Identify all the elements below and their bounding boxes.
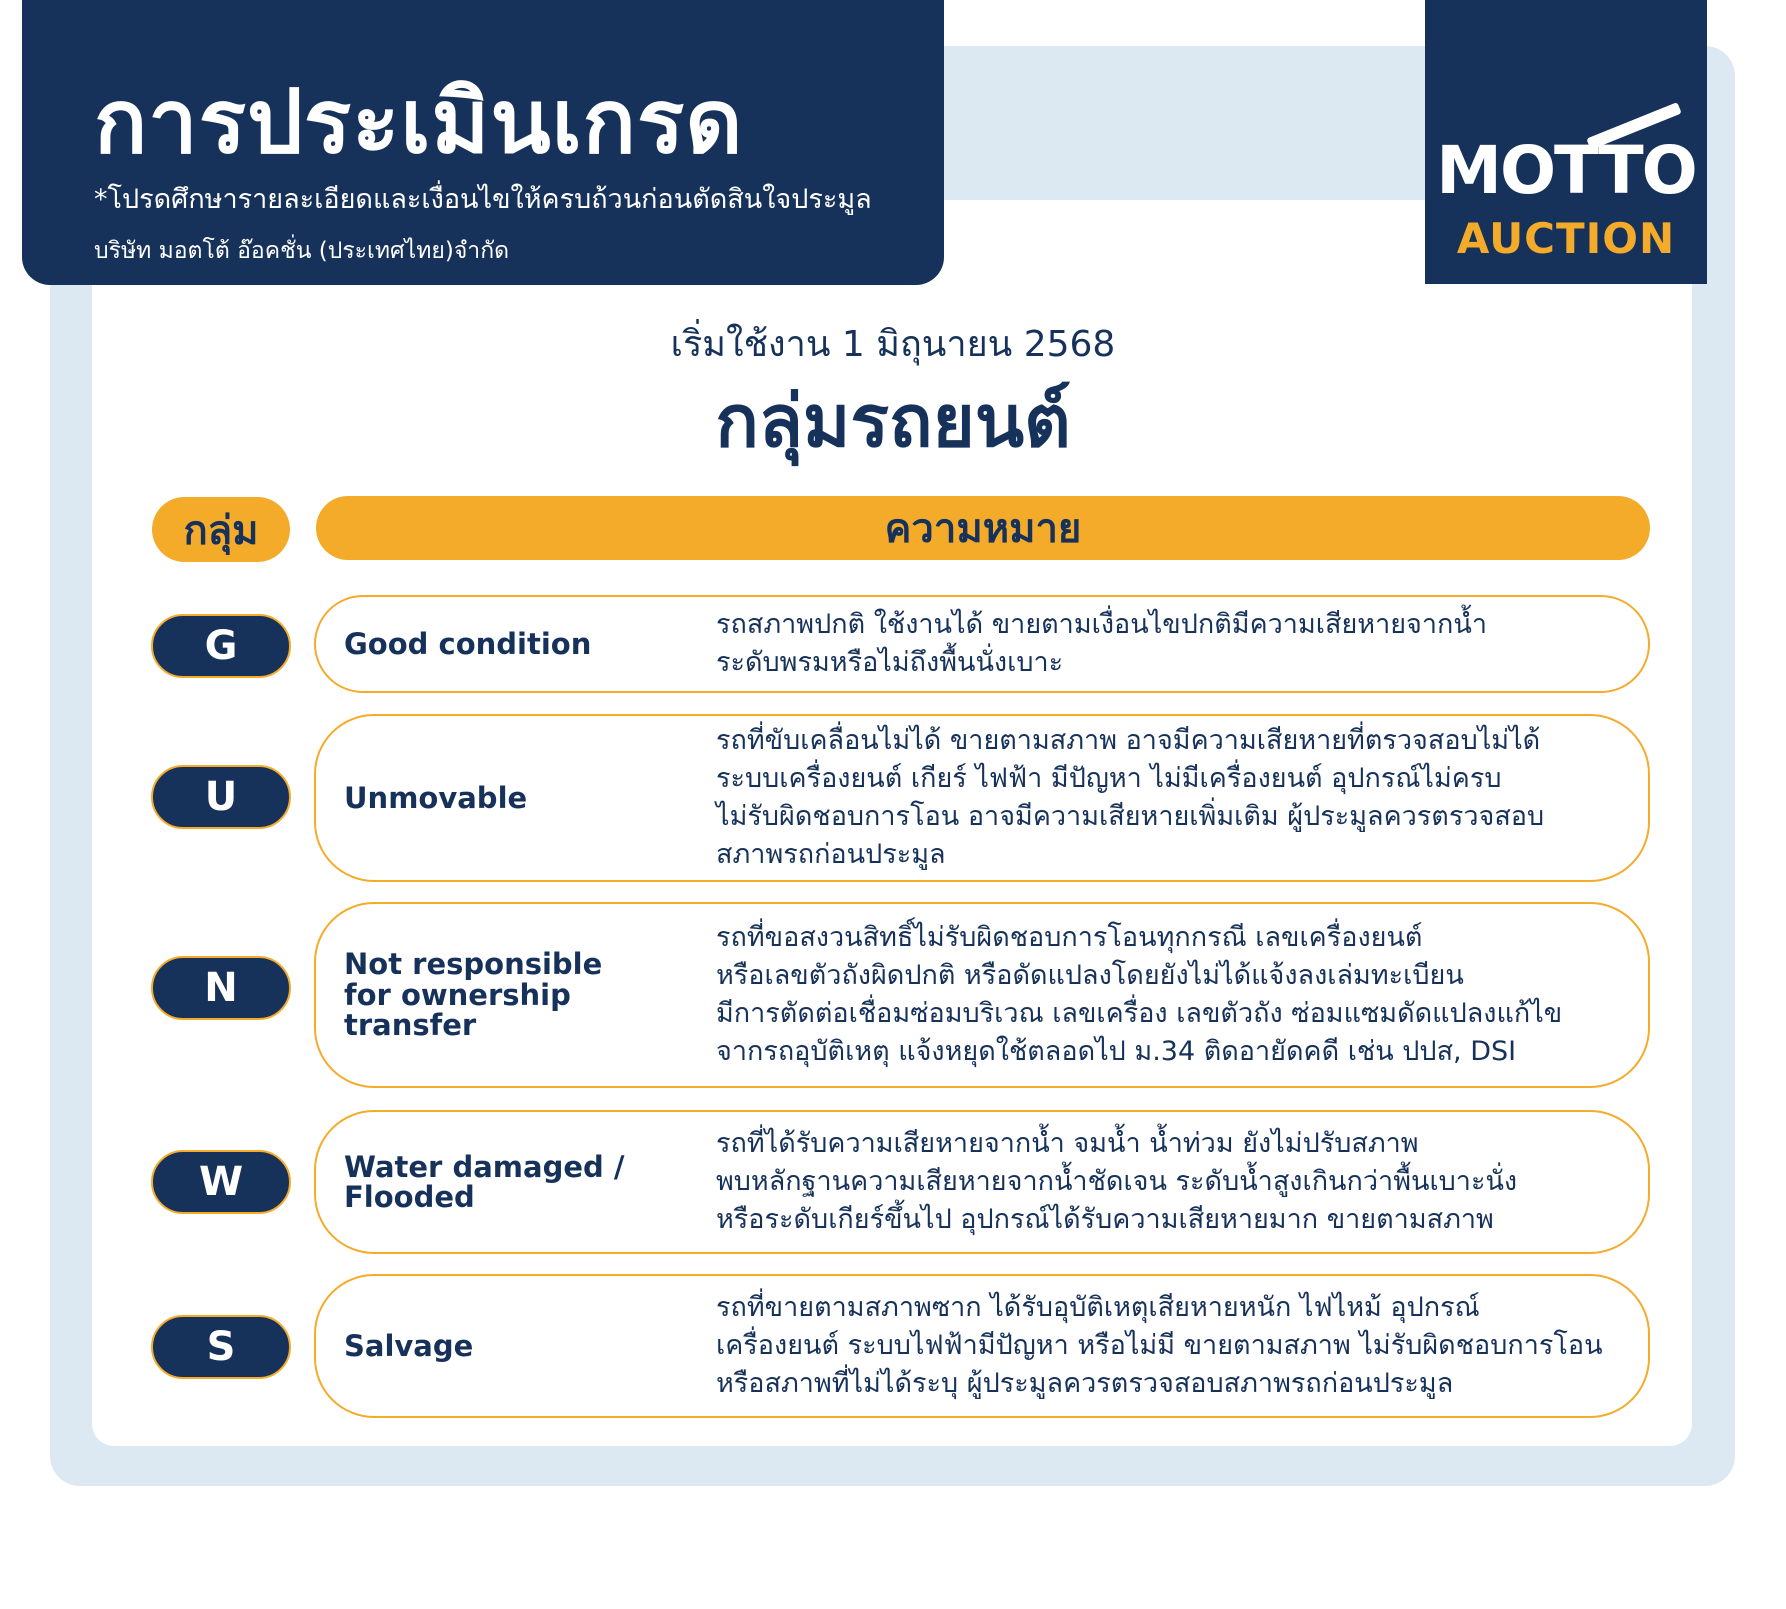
description-line: ไม่รับผิดชอบการโอน อาจมีความเสียหายเพิ่มเติม ผู้ประมูลควรตรวจสอบ: [716, 801, 1545, 832]
grade-description: [716, 597, 1636, 691]
group-title: กลุ่มรถยนต์: [715, 379, 1071, 463]
grade-badge-u: U: [151, 765, 291, 829]
grade-badge-s: S: [151, 1315, 291, 1379]
grade-description: [716, 1276, 1636, 1416]
description-line: จากรถอุบัติเหตุ แจ้งหยุดใช้ตลอดไป ม.34 ติดอายัดคดี เช่น ปปส, DSI: [716, 1036, 1517, 1067]
description-line: รถที่ขอสงวนสิทธิ์ไม่รับผิดชอบการโอนทุกกรณี เลขเครื่องยนต์: [716, 922, 1423, 953]
title-banner: [22, 0, 944, 285]
description-line: มีการตัดต่อเชื่อมซ่อมบริเวณ เลขเครื่อง เลขตัวถัง ซ่อมแซมดัดแปลงแก้ไข: [716, 998, 1563, 1029]
grade-label: Salvage: [344, 1328, 474, 1363]
page-title: การประเมินเกรด: [94, 70, 744, 173]
column-header-group: กลุ่ม: [152, 497, 290, 562]
description-line: พบหลักฐานความเสียหายจากน้ำชัดเจน ระดับน้ำสูงเกินกว่าพื้นเบาะนั่ง: [716, 1166, 1518, 1197]
description-line: รถสภาพปกติ ใช้งานได้ ขายตามเงื่อนไขปกติมีความเสียหายจากน้ำ: [716, 609, 1488, 640]
grade-row-s: [314, 1274, 1650, 1418]
grade-row-n: [314, 902, 1650, 1088]
column-header-meaning: ความหมาย: [316, 496, 1650, 560]
description-line: สภาพรถก่อนประมูล: [716, 839, 946, 870]
description-line: เครื่องยนต์ ระบบไฟฟ้ามีปัญหา หรือไม่มี ขายตามสภาพ ไม่รับผิดชอบการโอน: [716, 1330, 1603, 1361]
grade-description: [716, 1112, 1636, 1252]
logo-wordmark-top: MOTTO: [1436, 132, 1696, 209]
description-line: ระบบเครื่องยนต์ เกียร์ ไฟฟ้า มีปัญหา ไม่มีเครื่องยนต์ อุปกรณ์ไม่ครบ: [716, 763, 1502, 794]
description-line: ระดับพรมหรือไม่ถึงพื้นนั่งเบาะ: [716, 647, 1064, 678]
description-line: หรือสภาพที่ไม่ได้ระบุ ผู้ประมูลควรตรวจสอบสภาพรถก่อนประมูล: [716, 1368, 1454, 1399]
description-line: หรือระดับเกียร์ขึ้นไป อุปกรณ์ได้รับความเสียหายมาก ขายตามสภาพ: [716, 1204, 1494, 1235]
company-name: บริษัท มอตโต้ อ๊อคชั่น (ประเทศไทย)จำกัด: [94, 238, 510, 264]
logo-wordmark-bottom: AUCTION: [1456, 214, 1676, 263]
grade-description: [716, 904, 1636, 1086]
description-line: หรือเลขตัวถังผิดปกติ หรือดัดแปลงโดยยังไม่ได้แจ้งลงเล่มทะเบียน: [716, 960, 1464, 991]
motto-auction-logo: [1425, 0, 1707, 284]
grade-label: Water damaged / Flooded: [344, 1149, 625, 1214]
grade-badge-w: W: [151, 1150, 291, 1214]
description-line: รถที่ได้รับความเสียหายจากน้ำ จมน้ำ น้ำท่วม ยังไม่ปรับสภาพ: [716, 1128, 1419, 1159]
description-line: รถที่ขายตามสภาพซาก ได้รับอุบัติเหตุเสียหายหนัก ไฟไหม้ อุปกรณ์: [716, 1292, 1480, 1323]
disclaimer-text: *โปรดศึกษารายละเอียดและเงื่อนไขให้ครบถ้วนก่อนตัดสินใจประมูล: [94, 184, 872, 215]
grade-row-g: [314, 595, 1650, 693]
grade-description: [716, 716, 1636, 880]
grade-badge-g: G: [151, 614, 291, 678]
description-line: รถที่ขับเคลื่อนไม่ได้ ขายตามสภาพ อาจมีความเสียหายที่ตรวจสอบไม่ได้: [716, 725, 1541, 756]
grade-row-u: [314, 714, 1650, 882]
grade-label: Unmovable: [344, 780, 528, 815]
grade-label: Not responsible for ownership transfer: [344, 947, 603, 1043]
grade-label: Good condition: [344, 626, 592, 661]
grade-row-w: [314, 1110, 1650, 1254]
grade-badge-n: N: [151, 956, 291, 1020]
effective-date: เริ่มใช้งาน 1 มิถุนายน 2568: [670, 324, 1116, 365]
